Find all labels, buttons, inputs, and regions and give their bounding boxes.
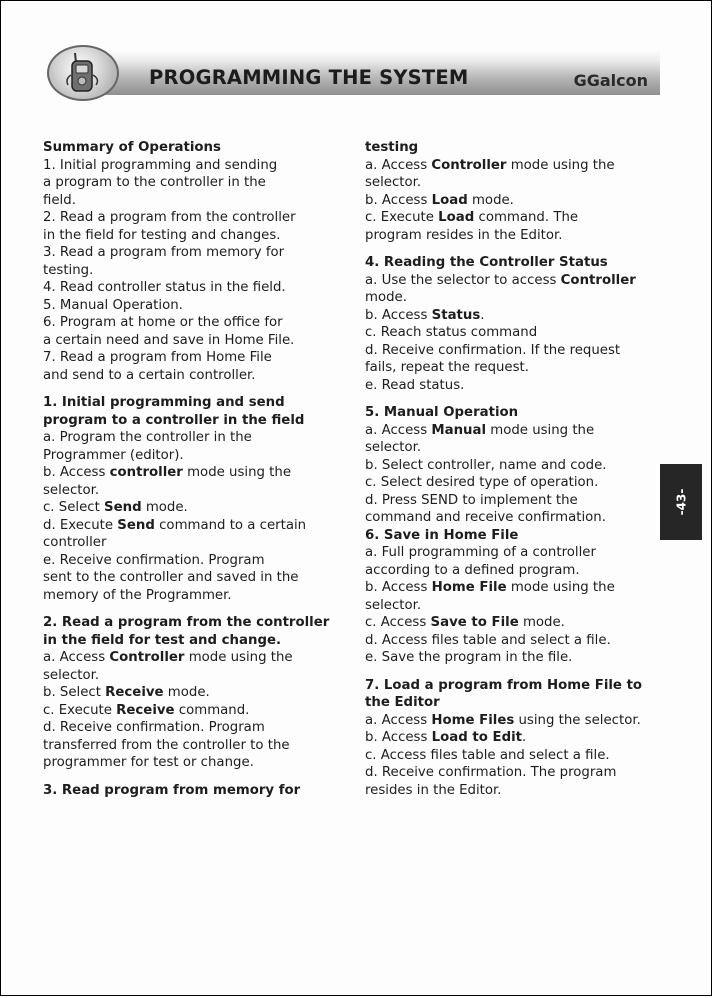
section-heading: Summary of Operations (43, 140, 221, 155)
text-line (43, 157, 343, 175)
text-run: a program to the controller in the (43, 175, 266, 190)
text-line (365, 747, 665, 765)
text-line (365, 209, 665, 227)
text-run: b. Access (43, 465, 110, 480)
text-run: 7. Read a program from Home File (43, 350, 272, 365)
programmer-device-icon (63, 51, 103, 97)
text-run: 5. Manual Operation. (43, 297, 183, 313)
text-line (43, 667, 343, 685)
text-run: c. Select desired type of operation. (365, 475, 599, 490)
text-run: d. Receive confirmation. The program (365, 765, 617, 780)
page-number-tab (660, 464, 702, 540)
bold-term: Load (438, 210, 475, 225)
text-run: mode using the (184, 650, 293, 665)
text-run: selector. (365, 440, 422, 455)
section (43, 782, 343, 800)
text-line (365, 782, 665, 800)
bold-term: Home File (431, 580, 507, 595)
text-line (365, 632, 665, 650)
text-run: b. Access (365, 730, 432, 745)
text-run: mode. (518, 615, 565, 630)
text-run: b. Access (365, 580, 432, 595)
text-run: a. Access (365, 712, 432, 728)
text-run: a. Use the selector to access (365, 272, 561, 288)
bold-term: Receive (105, 685, 164, 700)
bold-term: Controller (431, 157, 507, 173)
text-run: mode. (141, 500, 188, 515)
bold-term: Controller (560, 272, 636, 288)
text-line (365, 174, 665, 192)
text-line (43, 192, 343, 210)
text-line (365, 764, 665, 782)
section (43, 139, 343, 384)
text-run: c. Access (365, 615, 431, 630)
bold-term: Status (431, 307, 481, 323)
text-run: a. Access (43, 650, 110, 665)
text-line (43, 754, 343, 772)
text-line (365, 492, 665, 510)
text-run: testing. (43, 262, 94, 278)
text-run: using the selector. (514, 712, 641, 728)
text-run: sent to the controller and saved in the (43, 570, 299, 585)
section-heading: testing (365, 140, 419, 155)
text-line (365, 457, 665, 475)
text-line (365, 562, 665, 580)
galcon-logo: GGalcon (573, 71, 648, 90)
text-line (43, 447, 343, 465)
text-line (43, 429, 343, 447)
text-run: fails, repeat the request. (365, 360, 529, 375)
text-line (365, 712, 665, 730)
text-line (43, 314, 343, 332)
text-run: mode. (467, 192, 514, 208)
section-heading: 4. Reading the Controller Status (365, 255, 608, 270)
text-line (365, 324, 665, 342)
text-line (365, 289, 665, 307)
header-emblem (47, 45, 119, 101)
text-run: memory of the Programmer. (43, 587, 232, 603)
text-run: and send to a certain controller. (43, 367, 256, 383)
section-heading: the Editor (365, 695, 440, 710)
text-run: resides in the Editor. (365, 782, 502, 798)
section (43, 394, 343, 604)
text-line (43, 262, 343, 280)
text-line (43, 174, 343, 192)
text-line (365, 359, 665, 377)
bold-term: Controller (109, 650, 185, 665)
bold-term: Load (431, 192, 468, 208)
bold-term: Send (117, 517, 155, 533)
bold-term: Manual (431, 422, 487, 438)
text-run: a. Program the controller in the (43, 430, 252, 445)
text-run: mode using the (486, 422, 595, 438)
text-run: c. Access files table and select a file. (365, 747, 610, 763)
text-line (365, 157, 665, 175)
text-line (43, 244, 343, 262)
text-line (43, 534, 343, 552)
text-line (365, 614, 665, 632)
text-line (43, 349, 343, 367)
text-line (43, 552, 343, 570)
bold-term: Home Files (431, 712, 515, 728)
text-line (43, 464, 343, 482)
text-run: c. Select (43, 500, 105, 515)
text-line (43, 209, 343, 227)
text-line (43, 702, 343, 720)
text-run: controller (43, 535, 107, 550)
text-run: mode using the (182, 465, 292, 480)
text-run: selector. (365, 597, 422, 613)
text-run: d. Press SEND to implement the (365, 492, 578, 508)
text-line (43, 279, 343, 297)
section-heading: program to a controller in the field (43, 412, 305, 428)
text-run: 3. Read a program from memory for (43, 245, 285, 260)
text-run: mode. (365, 290, 407, 305)
text-run: selector. (43, 667, 100, 683)
text-run: d. Receive confirmation. Program (43, 720, 265, 735)
bold-term: Receive (116, 702, 175, 718)
section-heading: in the field for test and change. (43, 632, 282, 648)
text-line (365, 649, 665, 667)
text-run: d. Receive confirmation. If the request (365, 342, 621, 358)
text-line (43, 499, 343, 517)
text-run: c. Execute (365, 210, 439, 225)
text-line (43, 684, 343, 702)
text-run: e. Save the program in the file. (365, 650, 573, 665)
text-run: b. Select controller, name and code. (365, 457, 607, 473)
text-line (365, 597, 665, 615)
text-run: 2. Read a program from the controller (43, 210, 296, 225)
text-run: selector. (365, 175, 422, 190)
text-run: d. Execute (43, 517, 118, 533)
text-line (365, 342, 665, 360)
text-run: mode. (163, 685, 210, 700)
left-column (43, 139, 343, 809)
bold-term: controller (109, 465, 183, 480)
text-run: field. (43, 192, 76, 208)
text-run: 6. Program at home or the office for (43, 315, 283, 330)
text-run: 4. Read controller status in the field. (43, 280, 286, 295)
text-run: command and receive confirmation. (365, 510, 606, 525)
section-heading: 1. Initial programming and send (43, 395, 285, 410)
bold-term: Load to Edit (431, 730, 523, 745)
section-heading: 3. Read program from memory for (43, 782, 301, 798)
text-run: Programmer (editor). (43, 447, 184, 463)
bold-term: Save to File (430, 615, 519, 630)
text-line (43, 332, 343, 350)
section (365, 527, 665, 667)
text-run: a. Access (365, 157, 432, 173)
section-heading: 2. Read a program from the controller (43, 615, 330, 630)
text-run: transferred from the controller to the (43, 737, 290, 753)
text-line (365, 509, 665, 527)
text-line (43, 649, 343, 667)
text-line (43, 737, 343, 755)
text-run: b. Access (365, 307, 432, 323)
text-line (43, 587, 343, 605)
section-heading: 5. Manual Operation (365, 405, 519, 420)
right-column (365, 139, 665, 809)
text-line (365, 544, 665, 562)
text-line (365, 729, 665, 747)
text-line (365, 474, 665, 492)
section (365, 404, 665, 527)
text-run: mode using the (506, 580, 615, 595)
text-line (365, 422, 665, 440)
section (365, 139, 665, 244)
text-run: a certain need and save in Home File. (43, 332, 295, 348)
section (43, 614, 343, 772)
bold-term: Send (104, 500, 142, 515)
text-line (43, 482, 343, 500)
page-number: -43- (673, 488, 688, 516)
text-run: c. Reach status command (365, 325, 538, 340)
text-line (43, 297, 343, 315)
text-run: programmer for test or change. (43, 755, 254, 770)
text-line (43, 367, 343, 385)
text-run: a. Full programming of a controller (365, 545, 596, 560)
text-run: 1. Initial programming and sending (43, 157, 278, 173)
text-run: b. Select (43, 685, 106, 700)
text-run: command. (174, 702, 250, 718)
text-run: according to a defined program. (365, 562, 580, 578)
page-title: PROGRAMMING THE SYSTEM (149, 66, 469, 89)
text-run: e. Receive confirmation. Program (43, 552, 265, 568)
text-line (365, 579, 665, 597)
text-run: a. Access (365, 422, 432, 438)
text-line (365, 377, 665, 395)
text-run: selector. (43, 482, 100, 498)
text-run: in the field for testing and changes. (43, 227, 281, 243)
text-run: program resides in the Editor. (365, 227, 563, 243)
page-header (47, 45, 660, 103)
text-run: b. Access (365, 192, 432, 208)
text-line (365, 307, 665, 325)
text-line (365, 272, 665, 290)
text-line (43, 517, 343, 535)
text-run: d. Access files table and select a file. (365, 632, 611, 648)
text-line (43, 569, 343, 587)
text-run: command. The (474, 210, 579, 225)
text-run: command to a certain (154, 517, 307, 533)
text-line (365, 439, 665, 457)
text-line (365, 192, 665, 210)
section (365, 677, 665, 800)
text-run: c. Execute (43, 702, 117, 718)
section (365, 254, 665, 394)
text-run: . (480, 307, 485, 323)
text-line (43, 719, 343, 737)
text-run: mode using the (506, 157, 615, 173)
text-run: e. Read status. (365, 377, 465, 393)
section-heading: 6. Save in Home File (365, 527, 519, 543)
text-run: . (522, 730, 527, 745)
section-heading: 7. Load a program from Home File to (365, 677, 643, 693)
text-line (43, 227, 343, 245)
text-line (365, 227, 665, 245)
